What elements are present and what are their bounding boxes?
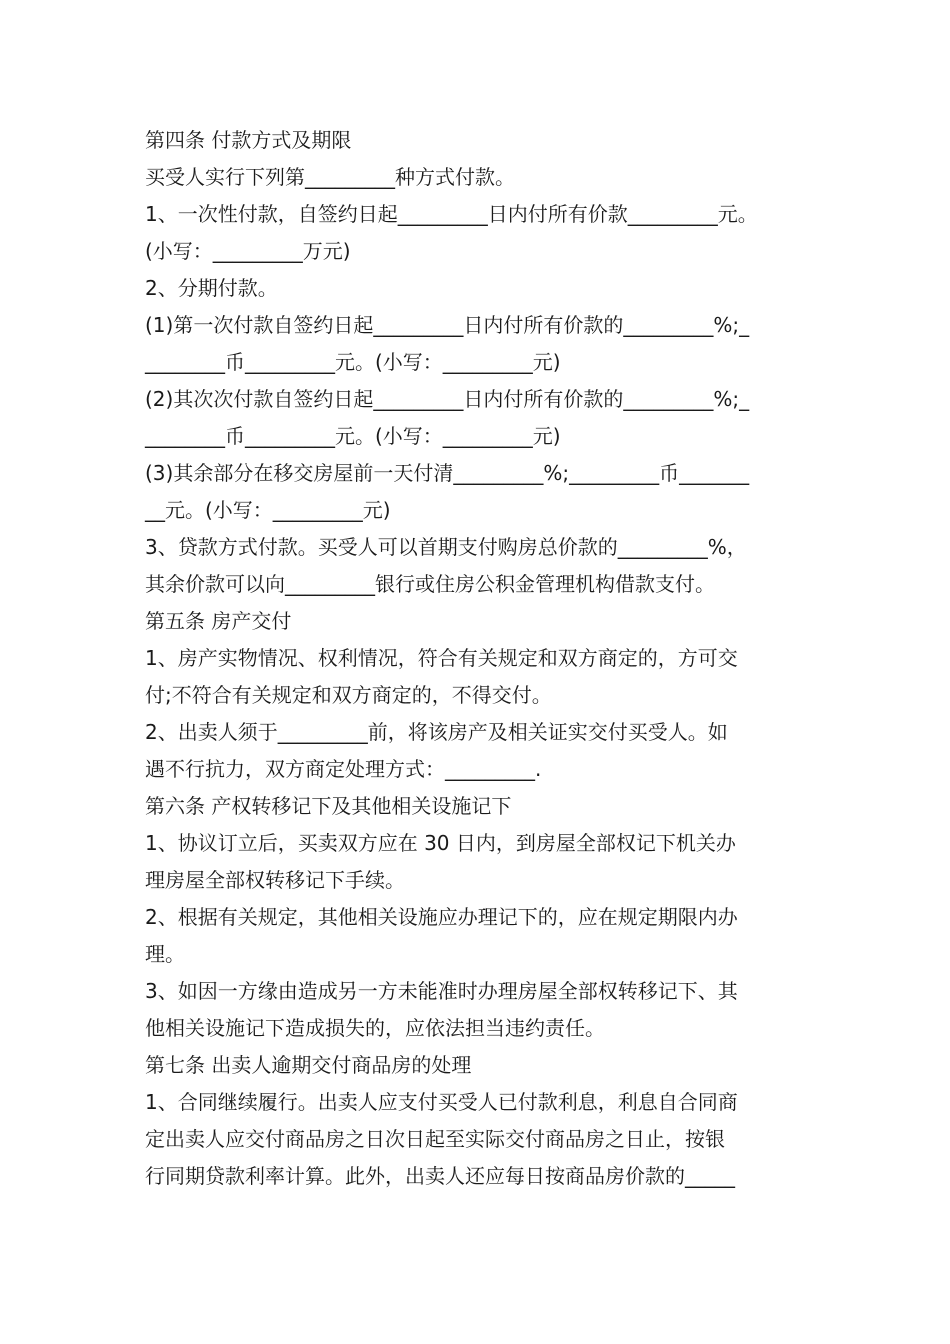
text-line: (2)其次次付款自签约日起_________日内付所有价款的_________%;_	[145, 387, 750, 411]
text-line: (3)其余部分在移交房屋前一天付清_________%;_________币_______	[145, 461, 750, 485]
text-line: 他相关设施记下造成损失的，应依法担当违约责任。	[145, 1016, 605, 1040]
article-6-heading: 第六条 产权转移记下及其他相关设施记下	[145, 794, 512, 818]
text-line: 1、合同继续履行。出卖人应支付买受人已付款利息，利息自合同商	[145, 1090, 738, 1114]
text-line: ________币_________元。(小写：_________元)	[145, 424, 561, 448]
text-line: 2、根据有关规定，其他相关设施应办理记下的，应在规定期限内办	[145, 905, 738, 929]
text-line: 3、贷款方式付款。买受人可以首期支付购房总价款的_________%，	[145, 535, 747, 559]
article-4-heading: 第四条 付款方式及期限	[145, 128, 352, 152]
text-line: (1)第一次付款自签约日起_________日内付所有价款的_________%;_	[145, 313, 750, 337]
text-line: (小写：_________万元)	[145, 239, 351, 263]
article-7-heading: 第七条 出卖人逾期交付商品房的处理	[145, 1053, 472, 1077]
text-line: 行同期贷款利率计算。此外，出卖人还应每日按商品房价款的_____	[145, 1164, 735, 1188]
text-line: 定出卖人应交付商品房之日次日起至实际交付商品房之日止，按银	[145, 1127, 725, 1151]
text-line: 付;不符合有关规定和双方商定的，不得交付。	[145, 683, 552, 707]
text-line: 遇不行抗力，双方商定处理方式：_________.	[145, 757, 542, 781]
text-line: 2、出卖人须于_________前，将该房产及相关证实交付买受人。如	[145, 720, 728, 744]
text-line: 理房屋全部权转移记下手续。	[145, 868, 405, 892]
text-line: 买受人实行下列第_________种方式付款。	[145, 165, 515, 189]
text-line: 1、一次性付款，自签约日起_________日内付所有价款_________元。	[145, 202, 758, 226]
text-line: __元。(小写：_________元)	[145, 498, 391, 522]
text-line: 1、房产实物情况、权利情况，符合有关规定和双方商定的，方可交	[145, 646, 738, 670]
article-5-heading: 第五条 房产交付	[145, 609, 292, 633]
text-line: 2、分期付款。	[145, 276, 278, 300]
text-line: 其余价款可以向_________银行或住房公积金管理机构借款支付。	[145, 572, 715, 596]
text-line: 3、如因一方缘由造成另一方未能准时办理房屋全部权转移记下、其	[145, 979, 738, 1003]
document-body	[145, 122, 820, 1195]
text-line: 1、协议订立后，买卖双方应在 30 日内，到房屋全部权记下机关办	[145, 831, 736, 855]
text-line: ________币_________元。(小写：_________元)	[145, 350, 561, 374]
text-line: 理。	[145, 942, 185, 966]
